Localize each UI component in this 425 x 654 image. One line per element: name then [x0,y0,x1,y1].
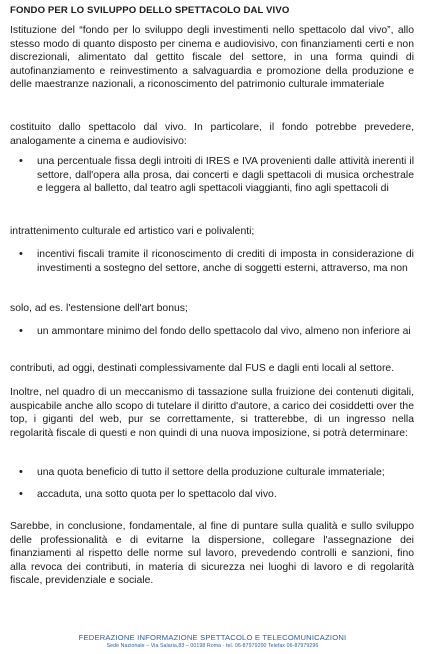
bullet-icon: • [19,248,23,260]
bullet-icon: • [19,155,23,167]
paragraph-fund-provisions: costituito dallo spettacolo dal vivo. In particolare, il fondo potrebbe prevedere, analogamente a cinema e audiovisivo: [10,122,414,147]
paragraph-continuation-fus: contributi, ad oggi, destinati complessivamente dal FUS e dagli enti locali al settore. [10,363,395,374]
bullet-icon: • [19,325,23,337]
paragraph-continuation-entertainment: intrattenimento culturale ed artistico vari e polivalenti; [10,226,255,237]
paragraph-continuation-art-bonus: solo, ad es. l'estensione dell'art bonus; [10,303,188,314]
bullet-item-tax-incentives: incentivi fiscali tramite il riconoscimento di crediti di imposta in considerazione di investimenti a sostegno del settore, anche di soggetti esterni, attraverso, ma non [37,249,414,274]
paragraph-fund-institution: Istituzione del “fondo per lo sviluppo degli investimenti nello spettacolo dal vivo”, allo stesso modo di quanto disposto per cinema e audiovisivo, con finanziamenti certi e non discrezionali, alimentato dal gettito fiscale del settore, in una forma quindi di autofinanziamento e reinvestimento a salvaguardia e promozione della produzione e delle maestranze nazionali, a riconoscimento del patrimonio culturale immateriale [10,25,414,90]
bullet-item-live-show-quota: accaduta, una sotto quota per lo spettacolo dal vivo. [37,489,277,500]
bullet-icon: • [19,466,23,478]
bullet-item-minimum-fund: un ammontare minimo del fondo dello spettacolo dal vivo, almeno non inferiore ai [37,326,411,337]
paragraph-conclusion: Sarebbe, in conclusione, fondamentale, al fine di puntare sulla qualità e sullo sviluppo delle professionalità e di evitarne la dispersione, collegare l'assegnazione dei finanziamenti al rispetto delle norme sul lavoro, prevedendo controlli e sanzioni, fino alla revoca dei contributi, in materia di sicurezza nei luoghi di lavoro e di regolarità fiscale, previdenziale e sociale. [10,521,414,586]
footer-organization: FEDERAZIONE INFORMAZIONE SPETTACOLO E TELECOMUNICAZIONI [78,633,347,642]
bullet-icon: • [19,488,23,500]
bullet-item-immaterial-production: una quota beneficio di tutto il settore della produzione culturale immateriale; [37,467,385,478]
bullet-item-ires-iva: una percentuale fissa degli introiti di IRES e IVA provenienti dalle attività inerenti il settore, dall'opera alla prosa, dai concerti e dagli spettacoli di musica orchestrale e leggera al balletto, dal teatro agli spettacoli viaggianti, fino agli spettacoli di [37,156,414,194]
document-title: FONDO PER LO SVILUPPO DELLO SPETTACOLO DAL VIVO [10,5,290,16]
paragraph-digital-taxation: Inoltre, nel quadro di un meccanismo di tassazione sulla fruizione dei contenuti digitali, auspicabile anche allo scopo di tutelare il diritto d'autore, a carico dei cosiddetti over the top, i giganti del web, pur se correttamente, si tratterebbe, di un ingresso nella regolarità fiscale di questi e non quindi di una nuova imposizione, si potrà determinare: [10,387,414,439]
footer-address: Sede Nazionale – Via Salaria,83 – 00198 Roma · tel. 06-87979200 Telefax 06-87979296 [106,643,319,649]
